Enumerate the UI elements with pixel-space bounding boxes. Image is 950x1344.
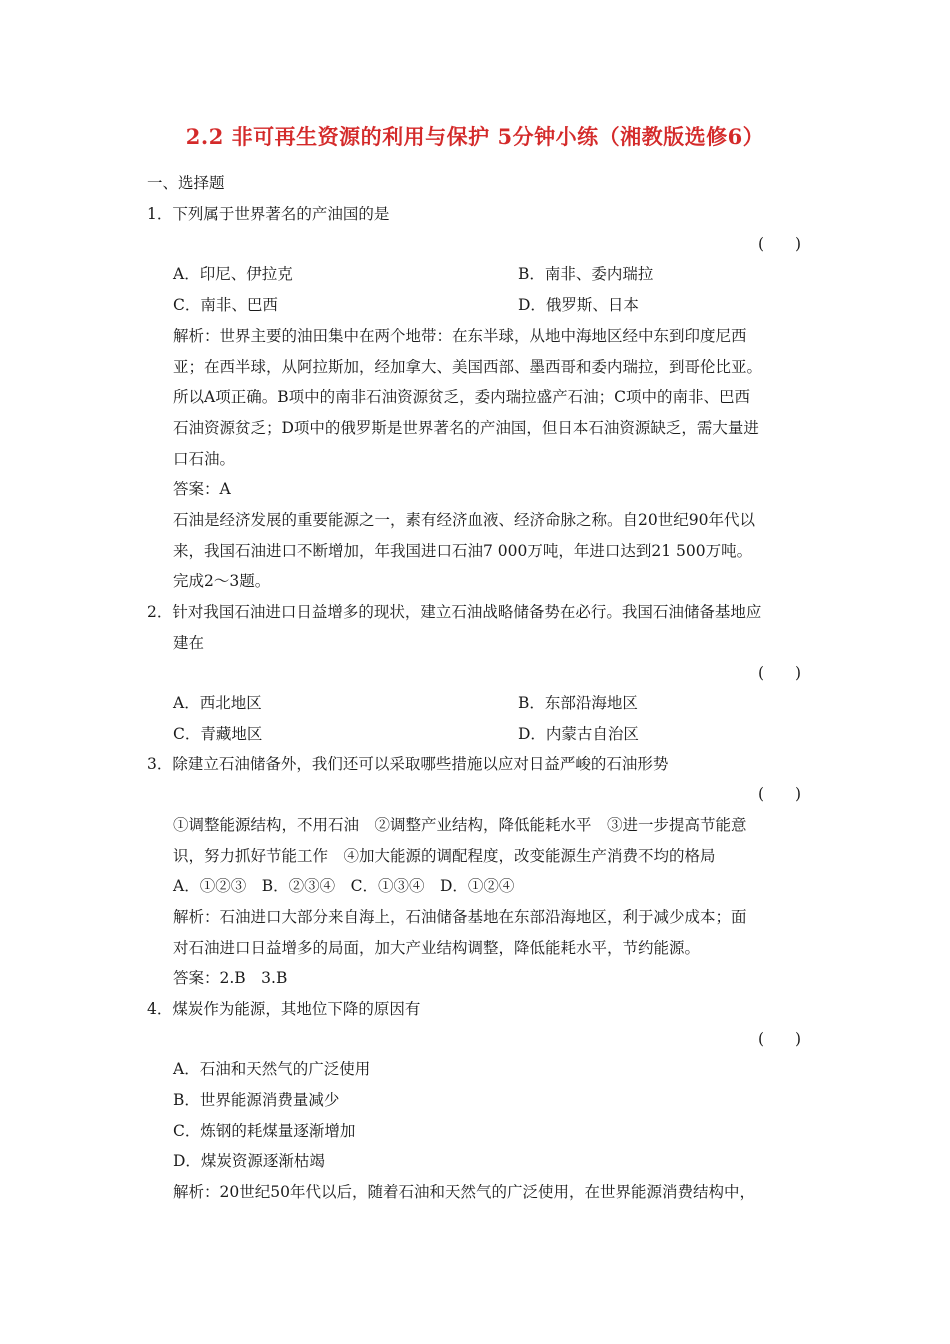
- q1-analysis-line: 石油资源贫乏；D项中的俄罗斯是世界著名的产油国，但日本石油资源缺乏，需大量进: [173, 419, 759, 437]
- q4-analysis-line: 解析：20世纪50年代以后，随着石油和天然气的广泛使用，在世界能源消费结构中，: [173, 1183, 755, 1201]
- q2-option-c: C．青藏地区: [173, 725, 263, 743]
- q4-option-c: C．炼钢的耗煤量逐渐增加: [173, 1122, 356, 1140]
- q3-stem: 3．除建立石油储备外，我们还可以采取哪些措施以应对日益严峻的石油形势: [147, 755, 669, 773]
- q1-option-a: A．印尼、伊拉克: [173, 265, 293, 283]
- q4-answer-blank: ( ): [758, 1030, 802, 1048]
- q3-options: A．①②③ B．②③④ C．①③④ D．①②④: [173, 877, 515, 895]
- q3-items-cont: 识，努力抓好节能工作 ④加大能源的调配程度，改变能源生产消费不均的格局: [173, 847, 716, 865]
- q2-option-a: A．西北地区: [173, 694, 262, 712]
- q3-answer: 答案：2.B 3.B: [173, 969, 288, 987]
- page-title: 2.2 非可再生资源的利用与保护 5分钟小练（湘教版选修6）: [185, 124, 765, 149]
- material-line: 石油是经济发展的重要能源之一，素有经济血液、经济命脉之称。自20世纪90年代以: [173, 511, 755, 529]
- q4-option-d: D．煤炭资源逐渐枯竭: [173, 1152, 325, 1170]
- q2-answer-blank: ( ): [758, 664, 802, 682]
- q2-option-d: D．内蒙古自治区: [518, 725, 639, 743]
- q1-stem: 1．下列属于世界著名的产油国的是: [147, 205, 390, 223]
- q2-option-b: B．东部沿海地区: [518, 694, 638, 712]
- q3-items: ①调整能源结构，不用石油 ②调整产业结构，降低能耗水平 ③进一步提高节能意: [173, 816, 747, 834]
- q4-stem: 4．煤炭作为能源，其地位下降的原因有: [147, 1000, 421, 1018]
- q1-analysis-line: 所以A项正确。B项中的南非石油资源贫乏，委内瑞拉盛产石油；C项中的南非、巴西: [173, 388, 750, 406]
- q2-stem-cont: 建在: [173, 634, 205, 652]
- q1-option-c: C．南非、巴西: [173, 296, 278, 314]
- q1-analysis-line: 亚；在西半球，从阿拉斯加，经加拿大、美国西部、墨西哥和委内瑞拉，到哥伦比亚。: [173, 358, 763, 376]
- material-line: 来，我国石油进口不断增加，年我国进口石油7 000万吨，年进口达到21 500万吨。: [173, 542, 753, 560]
- q1-analysis-line: 口石油。: [173, 450, 236, 468]
- q3-analysis-line: 对石油进口日益增多的局面，加大产业结构调整，降低能耗水平，节约能源。: [173, 939, 701, 957]
- q4-option-b: B．世界能源消费量减少: [173, 1091, 340, 1109]
- q1-option-d: D．俄罗斯、日本: [518, 296, 639, 314]
- q3-analysis-line: 解析：石油进口大部分来自海上，石油储备基地在东部沿海地区，利于减少成本；面: [173, 908, 747, 926]
- q4-option-a: A．石油和天然气的广泛使用: [173, 1060, 371, 1078]
- q1-option-b: B．南非、委内瑞拉: [518, 265, 654, 283]
- section-heading: 一、选择题: [147, 174, 225, 192]
- q1-answer-blank: ( ): [758, 235, 802, 253]
- q1-answer: 答案：A: [173, 480, 231, 498]
- q1-analysis-line: 解析：世界主要的油田集中在两个地带：在东半球，从地中海地区经中东到印度尼西: [173, 327, 747, 345]
- q3-answer-blank: ( ): [758, 785, 802, 803]
- q2-stem: 2．针对我国石油进口日益增多的现状，建立石油战略储备势在必行。我国石油储备基地应: [147, 603, 762, 621]
- material-line: 完成2～3题。: [173, 572, 271, 590]
